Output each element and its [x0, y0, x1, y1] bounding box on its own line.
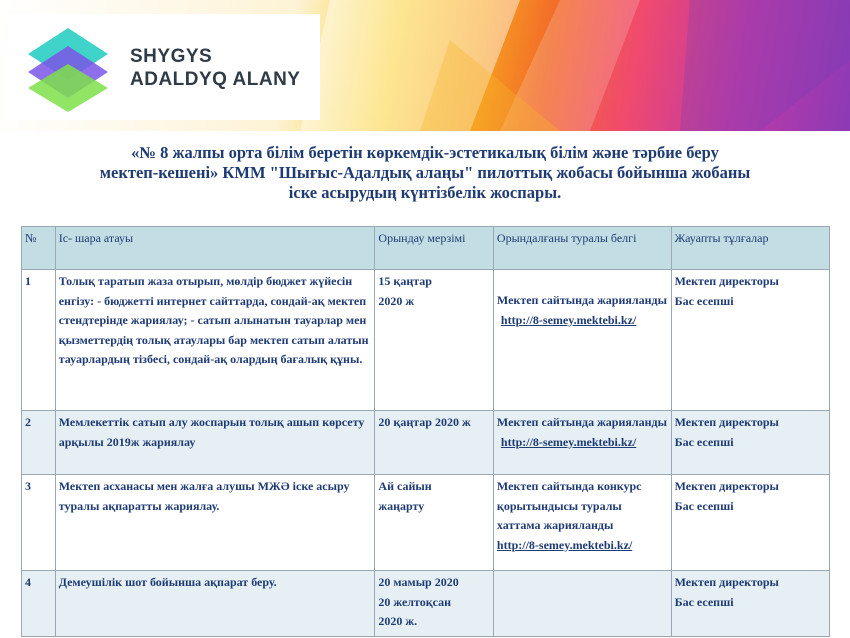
deadline-line: 2020 ж	[378, 293, 415, 308]
logo-line-1: SHYGYS	[130, 46, 213, 67]
row-event-name: Толық таратып жаза отырып, мөлдір бюджет жүйесін енгізу: - бюджетті интернет сайттарда, сондай-ақ мектеп стендтерінде жариялау; - сатып алынатын тауарлар мен қызметтердің толық атаулары бар мектеп сатып алатын тауарлардың тізбесі, сондай-ақ олардың бағалық құны.	[55, 270, 375, 411]
row-number: 3	[22, 475, 56, 571]
title-line-3: іске асырудың күнтізбелік жоспары.	[288, 183, 562, 202]
responsible-line: Мектеп директоры	[674, 575, 779, 589]
row-deadline	[375, 270, 493, 411]
page-title	[40, 143, 810, 203]
row-completion-mark	[493, 411, 671, 475]
row-deadline	[375, 411, 493, 475]
site-link[interactable]: http://8-semey.mektebi.kz/	[500, 312, 637, 327]
logo-mark-icon	[22, 24, 114, 114]
row-deadline	[375, 475, 493, 571]
responsible-line: Мектеп директоры	[674, 415, 779, 429]
row-number: 1	[22, 270, 56, 411]
deadline-line: жаңарту	[378, 498, 425, 513]
logo	[8, 14, 320, 120]
row-number: 4	[22, 571, 56, 637]
row-event-name: Демеушілік шот бойынша ақпарат беру.	[55, 571, 375, 637]
header-responsible: Жауапты тұлғалар	[671, 227, 829, 270]
header-event-name: Іс- шара атауы	[55, 227, 375, 270]
deadline-line: 15 қаңтар	[378, 274, 432, 288]
deadline-line: 20 қаңтар 2020 ж	[378, 415, 471, 429]
deadline-line: 2020 ж.	[378, 614, 418, 628]
logo-line-2: ADALDYQ ALANY	[130, 69, 301, 90]
logo-text	[130, 45, 300, 91]
row-responsible	[671, 571, 829, 637]
row-deadline	[375, 571, 493, 637]
header-completion-mark: Орындалғаны туралы белгі	[493, 227, 671, 270]
responsible-line: Бас есепші	[674, 498, 734, 513]
table-row	[22, 571, 830, 637]
site-link[interactable]: http://8-semey.mektebi.kz/	[496, 537, 633, 552]
table-header-row	[22, 227, 830, 270]
row-responsible	[671, 411, 829, 475]
responsible-line: Мектеп директоры	[674, 274, 779, 288]
responsible-line: Бас есепші	[674, 434, 734, 449]
title-line-1: «№ 8 жалпы орта білім беретін көркемдік-эстетикалық білім және тәрбие беру	[131, 143, 719, 162]
row-completion-mark	[493, 270, 671, 411]
row-completion-mark	[493, 475, 671, 571]
row-event-name: Мектеп асханасы мен жалға алушы МЖӘ іске асыру туралы ақпаратты жариялау.	[55, 475, 375, 571]
table-row	[22, 475, 830, 571]
mark-text: Мектеп сайтында жарияланды	[496, 293, 667, 307]
table-row	[22, 270, 830, 411]
mark-text: Мектеп сайтында конкурс қорытындысы туралы хаттама жарияланды	[496, 479, 642, 532]
site-link[interactable]: http://8-semey.mektebi.kz/	[500, 434, 637, 449]
deadline-line: 20 мамыр 2020	[378, 575, 459, 589]
responsible-line: Мектеп директоры	[674, 479, 779, 493]
header-number: №	[22, 227, 56, 270]
plan-table	[21, 226, 830, 637]
responsible-line: Бас есепші	[674, 594, 734, 609]
row-event-name: Мемлекеттік сатып алу жоспарын толық ашып көрсету арқылы 2019ж жариялау	[55, 411, 375, 475]
row-number: 2	[22, 411, 56, 475]
title-line-2: мектеп-кешені» КММ "Шығыс-Адалдық алаңы" пилоттық жобасы бойынша жобаны	[99, 163, 751, 182]
row-responsible	[671, 475, 829, 571]
row-completion-mark	[493, 571, 671, 637]
deadline-line: Ай сайын	[378, 479, 432, 493]
header-banner	[0, 0, 850, 131]
mark-text: Мектеп сайтында жарияланды	[496, 415, 667, 429]
table-row	[22, 411, 830, 475]
responsible-line: Бас есепші	[674, 293, 734, 308]
deadline-line: 20 желтоқсан	[378, 594, 452, 609]
row-responsible	[671, 270, 829, 411]
header-deadline: Орындау мерзімі	[375, 227, 493, 270]
